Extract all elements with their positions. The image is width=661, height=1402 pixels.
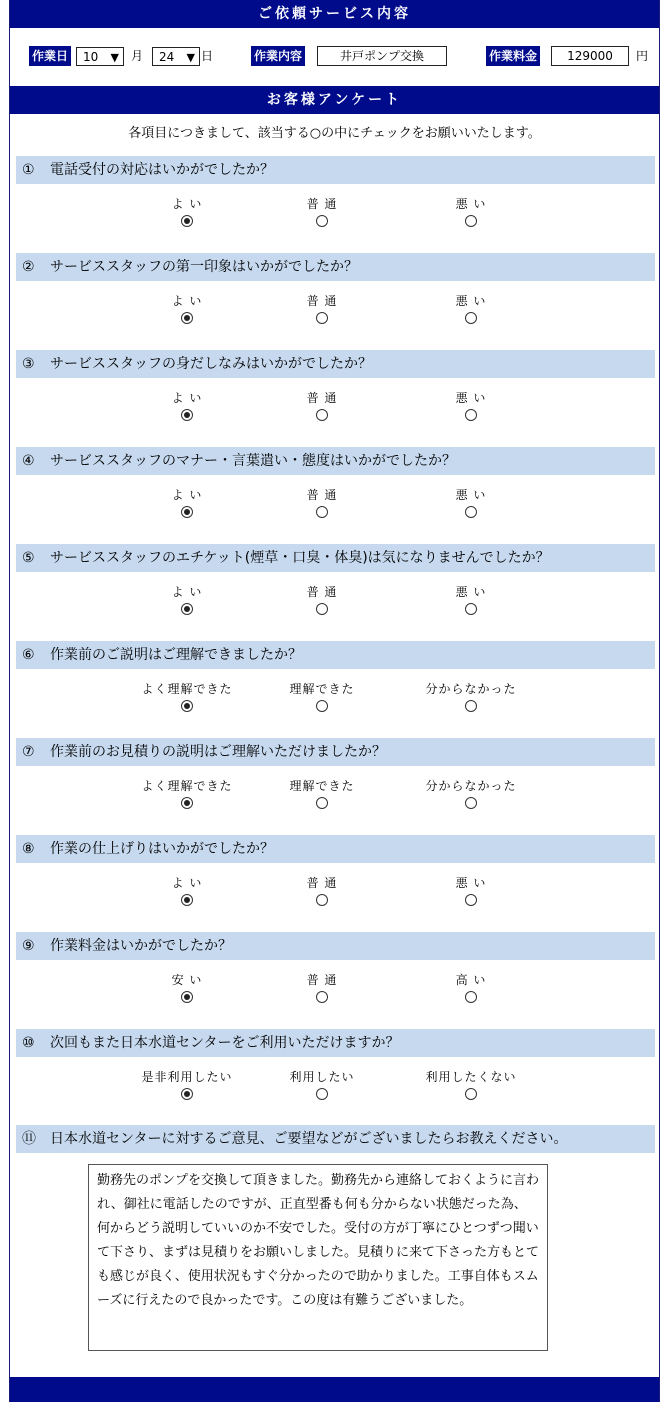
question-number: ⑪: [22, 1131, 36, 1147]
answer-label: 利用したくない: [425, 1070, 517, 1084]
answer-option[interactable]: [117, 1069, 257, 1103]
answer-option[interactable]: [252, 293, 392, 327]
radio-button[interactable]: [465, 312, 477, 324]
question-text: サービススタッフのマナー・言葉遣い・態度はいかがでしたか？: [50, 453, 456, 469]
radio-button[interactable]: [465, 506, 477, 518]
radio-button-checked[interactable]: [181, 215, 193, 227]
question-10-header: [16, 1029, 655, 1057]
answer-label: 普 通: [306, 391, 338, 405]
radio-button[interactable]: [465, 894, 477, 906]
radio-button-checked[interactable]: [181, 894, 193, 906]
question-text: サービススタッフの第一印象はいかがでしたか？: [50, 259, 358, 275]
answer-label: 是非利用したい: [141, 1070, 233, 1084]
answer-label: 安 い: [171, 973, 203, 987]
answer-label: 普 通: [306, 585, 338, 599]
month-select[interactable]: [76, 47, 124, 66]
answer-option[interactable]: [401, 196, 541, 230]
radio-button[interactable]: [316, 797, 328, 809]
answer-option[interactable]: [117, 487, 257, 521]
answer-option[interactable]: [117, 875, 257, 909]
question-number: ⑤: [22, 550, 35, 566]
answer-option[interactable]: [252, 584, 392, 618]
answer-label: 普 通: [306, 197, 338, 211]
radio-button[interactable]: [465, 797, 477, 809]
answer-option[interactable]: [117, 390, 257, 424]
day-value: 24: [159, 50, 175, 64]
answer-option[interactable]: [117, 293, 257, 327]
answer-option[interactable]: [252, 1069, 392, 1103]
question-number: ①: [22, 162, 35, 178]
answer-option[interactable]: [401, 584, 541, 618]
radio-button[interactable]: [465, 700, 477, 712]
question-text: 作業前のご説明はご理解できましたか？: [50, 647, 302, 663]
survey-page: [9, 0, 660, 1402]
radio-button-checked[interactable]: [181, 1088, 193, 1100]
answer-label: よ い: [171, 391, 203, 405]
work-content-label: 作業内容: [251, 46, 305, 66]
radio-button-checked[interactable]: [181, 312, 193, 324]
comment-box[interactable]: 勤務先のポンプを交換して頂きました。勤務先から連絡しておくように言われ、御社に電話したのですが、正直型番も何も分からない状態だった為、何からどう説明していいのか不安でした。受付の方が丁寧にひとつずつ聞いて下さり、まずは見積りをお願いしました。見積りに来て下さった方もとても感じが良く、使用状況もすぐ分かったので助かりました。工事自体もスムーズに行えたので良かったです。この度は有難うございました。: [88, 1164, 548, 1351]
answer-label: 普 通: [306, 973, 338, 987]
answer-label: 普 通: [306, 488, 338, 502]
answer-option[interactable]: [252, 778, 392, 812]
answer-label: 高 い: [455, 973, 487, 987]
question-text: 作業の仕上げりはいかがでしたか？: [50, 841, 274, 857]
answer-option[interactable]: [401, 778, 541, 812]
answer-option[interactable]: [401, 681, 541, 715]
question-text: サービススタッフのエチケット(煙草・口臭・体臭)は気になりませんでしたか？: [50, 550, 550, 566]
radio-button[interactable]: [316, 215, 328, 227]
answer-option[interactable]: [252, 972, 392, 1006]
dropdown-arrow-icon: ▼: [110, 51, 119, 64]
answer-label: 悪 い: [455, 585, 487, 599]
service-details-row: [10, 28, 659, 86]
answer-label: 分からなかった: [425, 779, 517, 793]
question-8-header: [16, 835, 655, 863]
answer-label: よ い: [171, 585, 203, 599]
question-text: 次回もまた日本水道センターをご利用いただけますか？: [50, 1035, 400, 1051]
answer-label: 普 通: [306, 294, 338, 308]
radio-button-checked[interactable]: [181, 409, 193, 421]
radio-button[interactable]: [465, 409, 477, 421]
radio-button[interactable]: [316, 894, 328, 906]
answer-option[interactable]: [252, 390, 392, 424]
answer-label: 悪 い: [455, 488, 487, 502]
radio-button-checked[interactable]: [181, 506, 193, 518]
answer-label: 普 通: [306, 876, 338, 890]
radio-button-checked[interactable]: [181, 991, 193, 1003]
radio-button[interactable]: [316, 700, 328, 712]
question-6-header: [16, 641, 655, 669]
radio-button[interactable]: [316, 312, 328, 324]
month-value: 10: [83, 50, 99, 64]
answer-option[interactable]: [117, 972, 257, 1006]
instruction-text: 各項目につきまして、該当する○の中にチェックをお願いいたします。: [128, 126, 541, 141]
answer-option[interactable]: [252, 487, 392, 521]
question-number: ⑥: [22, 647, 35, 663]
radio-button[interactable]: [316, 1088, 328, 1100]
answer-option[interactable]: [401, 390, 541, 424]
answer-option[interactable]: [252, 196, 392, 230]
radio-button[interactable]: [465, 215, 477, 227]
question-11-header: [16, 1125, 655, 1153]
answer-label: 理解できた: [289, 779, 355, 793]
question-number: ②: [22, 259, 35, 275]
answer-label: 悪 い: [455, 876, 487, 890]
work-fee-label: 作業料金: [486, 46, 540, 66]
day-select[interactable]: [152, 47, 200, 66]
radio-button[interactable]: [316, 603, 328, 615]
answer-label: よ い: [171, 197, 203, 211]
answer-option[interactable]: [401, 1069, 541, 1103]
answer-label: 理解できた: [289, 682, 355, 696]
answer-label: よ い: [171, 488, 203, 502]
answer-option[interactable]: [401, 487, 541, 521]
work-fee-field[interactable]: 129000: [551, 46, 629, 66]
answer-option[interactable]: [117, 584, 257, 618]
radio-button-checked[interactable]: [181, 797, 193, 809]
answer-option[interactable]: [117, 778, 257, 812]
answer-option[interactable]: [252, 681, 392, 715]
question-text: 作業前のお見積りの説明はご理解いただけましたか？: [50, 744, 386, 760]
answer-option[interactable]: [401, 293, 541, 327]
answer-option[interactable]: [117, 681, 257, 715]
question-2-header: [16, 253, 655, 281]
radio-button[interactable]: [316, 991, 328, 1003]
answer-label: 分からなかった: [425, 682, 517, 696]
question-text: 日本水道センターに対するご意見、ご要望などがございましたらお教えください。: [50, 1131, 568, 1147]
answer-label: よ い: [171, 294, 203, 308]
question-1-header: [16, 156, 655, 184]
service-header: ご依頼サービス内容: [10, 0, 659, 28]
day-unit: 日: [201, 49, 214, 63]
question-number: ⑧: [22, 841, 35, 857]
question-text: サービススタッフの身だしなみはいかがでしたか？: [50, 356, 372, 372]
radio-button[interactable]: [316, 506, 328, 518]
answer-label: よ い: [171, 876, 203, 890]
question-text: 作業料金はいかがでしたか？: [50, 938, 232, 954]
radio-button[interactable]: [465, 1088, 477, 1100]
question-3-header: [16, 350, 655, 378]
answer-label: 悪 い: [455, 294, 487, 308]
answer-label: 悪 い: [455, 391, 487, 405]
question-number: ③: [22, 356, 35, 372]
question-number: ⑩: [22, 1035, 35, 1051]
work-date-label: 作業日: [29, 46, 71, 66]
answer-label: よく理解できた: [141, 779, 233, 793]
question-number: ⑦: [22, 744, 35, 760]
radio-button[interactable]: [316, 409, 328, 421]
question-4-header: [16, 447, 655, 475]
answer-option[interactable]: [401, 972, 541, 1006]
answer-label: 悪 い: [455, 197, 487, 211]
question-number: ④: [22, 453, 35, 469]
answer-label: よく理解できた: [141, 682, 233, 696]
question-text: 電話受付の対応はいかがでしたか？: [50, 162, 274, 178]
radio-button[interactable]: [465, 991, 477, 1003]
fee-unit: 円: [636, 49, 649, 63]
question-number: ⑨: [22, 938, 35, 954]
radio-button-checked[interactable]: [181, 700, 193, 712]
answer-label: 利用したい: [289, 1070, 355, 1084]
question-5-header: [16, 544, 655, 572]
answer-option[interactable]: [252, 875, 392, 909]
answer-option[interactable]: [117, 196, 257, 230]
question-7-header: [16, 738, 655, 766]
radio-button[interactable]: [465, 603, 477, 615]
month-unit: 月: [131, 49, 144, 63]
question-9-header: [16, 932, 655, 960]
radio-button-checked[interactable]: [181, 603, 193, 615]
work-content-field[interactable]: 井戸ポンプ交換: [317, 46, 447, 66]
answer-option[interactable]: [401, 875, 541, 909]
dropdown-arrow-icon: ▼: [186, 51, 195, 64]
survey-header: お客様アンケート: [10, 86, 659, 114]
footer-bar: [10, 1377, 659, 1402]
